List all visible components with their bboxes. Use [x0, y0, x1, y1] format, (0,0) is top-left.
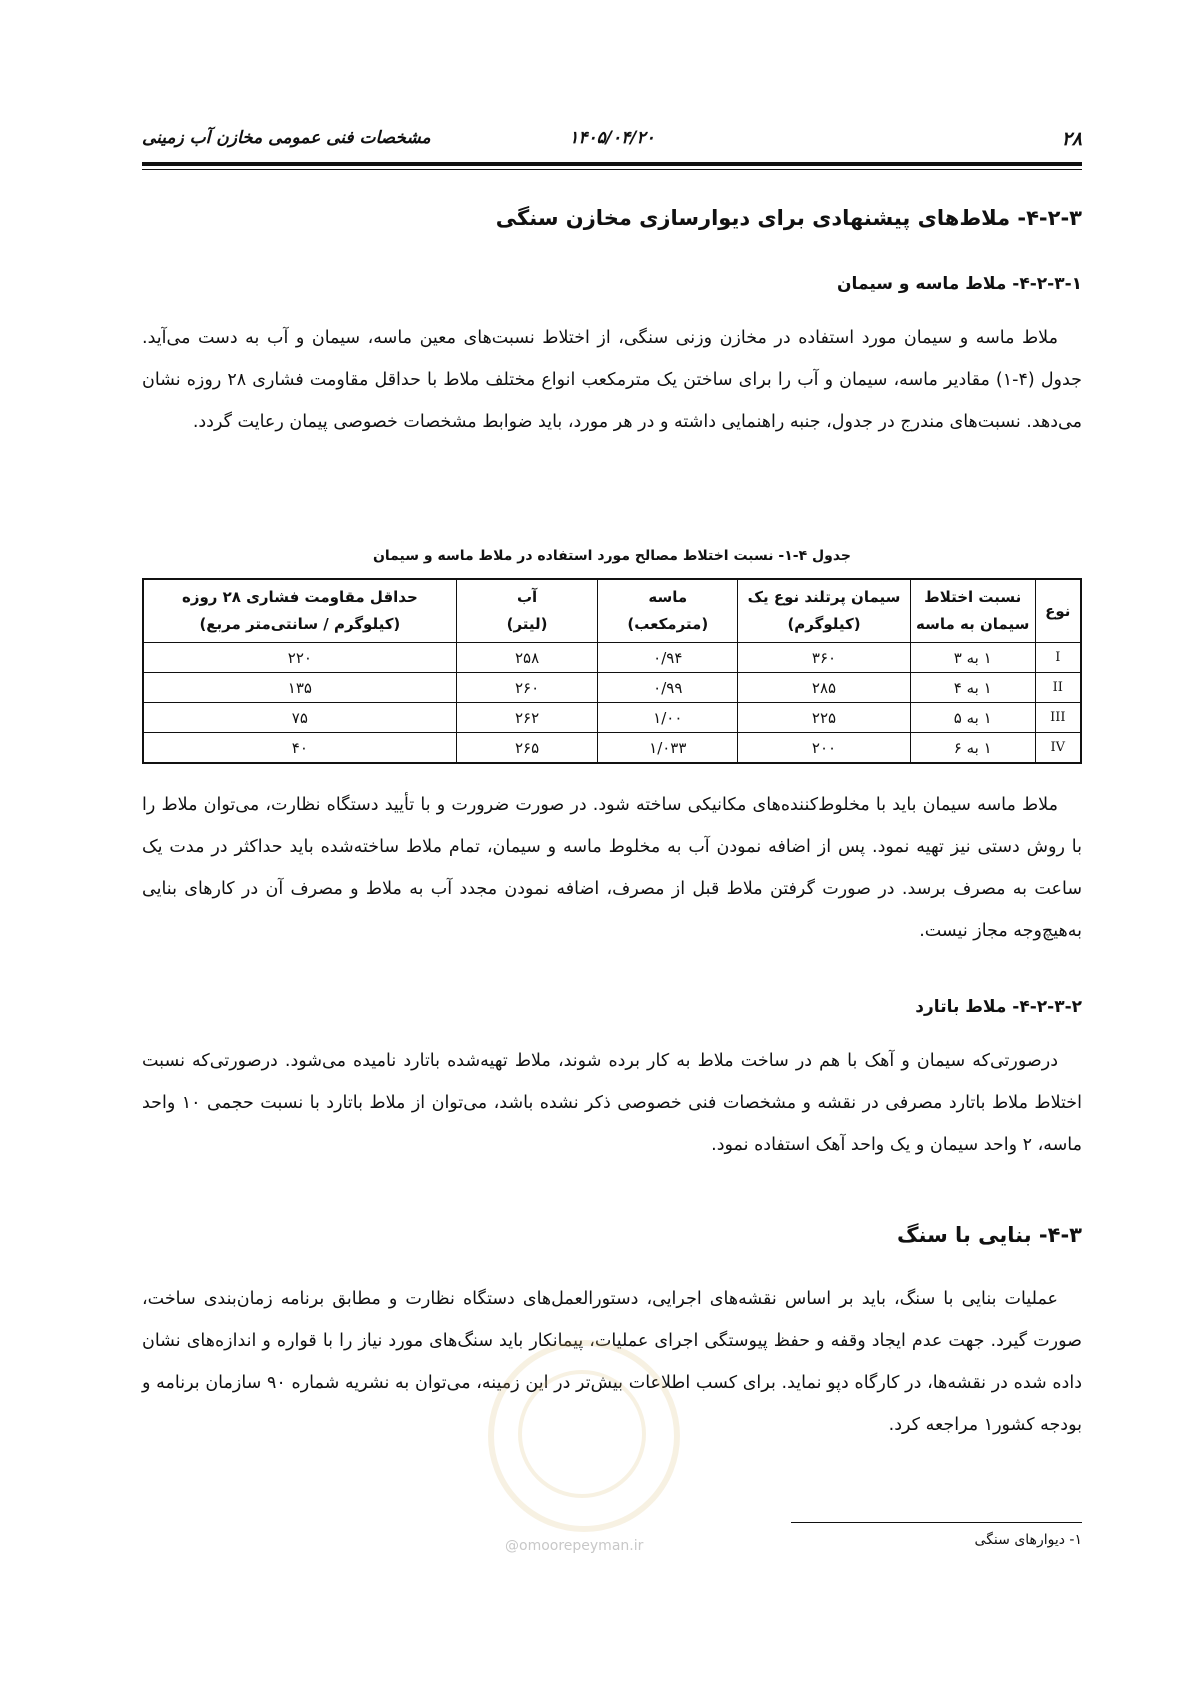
watermark-seal: [488, 1340, 680, 1532]
table-row: [143, 643, 1081, 673]
cell-ratio: ۱ به ۵: [910, 703, 1035, 733]
cell-type: IV: [1035, 733, 1081, 764]
header-ratio: نسبت اختلاط سیمان به ماسه: [910, 579, 1035, 643]
header-cement: سیمان پرتلند نوع یک (کیلوگرم): [738, 579, 911, 643]
section-heading: ۴-۳- بنایی با سنگ: [897, 1223, 1082, 1247]
cell-ratio: ۱ به ۳: [910, 643, 1035, 673]
header-strength: حداقل مقاومت فشاری ۲۸ روزه (کیلوگرم / سانتی‌متر مربع): [143, 579, 456, 643]
section-heading: ۴-۲-۳- ملاط‌های پیشنهادی برای دیوارسازی مخازن سنگی: [495, 206, 1082, 230]
cell-water: ۲۵۸: [456, 643, 598, 673]
cell-cement: ۲۲۵: [738, 703, 911, 733]
table-row: [143, 673, 1081, 703]
paragraph: ملاط ماسه و سیمان مورد استفاده در مخازن وزنی سنگی، از اختلاط نسبت‌های معین ماسه، سیمان و آب به دست می‌آید. جدول (۴-۱) مقادیر ماسه، سیمان و آب را برای ساختن یک مترمکعب انواع مختلف ملاط با حداقل مقاومت فشاری ۲۸ روزه نشان می‌دهد. نسبت‌های مندرج در جدول، جنبه راهنمایی داشته و در هر مورد، باید ضوابط مشخصات خصوصی پیمان رعایت گردد.: [142, 328, 1082, 432]
footnote: ۱- دیوارهای سنگی: [974, 1532, 1082, 1548]
table-row: [143, 733, 1081, 764]
cell-sand: ۰/۹۴: [598, 643, 738, 673]
paragraph: عملیات بنایی با سنگ، باید بر اساس نقشه‌های اجرایی، دستورالعمل‌های دستگاه نظارت و مطابق برنامه زمان‌بندی ساخت، صورت گیرد. جهت عدم ایجاد وقفه و حفظ پیوستگی اجرای عملیات، پیمانکار باید سنگ‌های مورد نیاز را با قواره و اندازه‌های نشان داده شده در نقشه‌ها، در کارگاه دپو نماید. برای کسب اطلاعات بیش‌تر در این زمینه، می‌توان به نشریه شماره ۹۰ سازمان برنامه و بودجه کشور۱ مراجعه کرد.: [142, 1289, 1082, 1435]
cell-ratio: ۱ به ۴: [910, 673, 1035, 703]
cell-sand: ۰/۹۹: [598, 673, 738, 703]
cell-strength: ۲۲۰: [143, 643, 456, 673]
cell-sand: ۱/۰۳۳: [598, 733, 738, 764]
table-header-row: [143, 579, 1081, 643]
header-type: نوع: [1035, 579, 1081, 643]
header-water: آب (لیتر): [456, 579, 598, 643]
table-row: [143, 703, 1081, 733]
cell-strength: ۷۵: [143, 703, 456, 733]
cell-sand: ۱/۰۰: [598, 703, 738, 733]
header-rule-thin: [142, 169, 1082, 170]
cell-type: I: [1035, 643, 1081, 673]
page-number: ۲۸: [1061, 128, 1082, 150]
mix-ratio-table: [142, 578, 1082, 764]
cell-strength: ۴۰: [143, 733, 456, 764]
paragraph: ملاط ماسه سیمان باید با مخلوط‌کننده‌های مکانیکی ساخته شود. در صورت ضرورت و با تأیید دستگاه نظارت، می‌توان ملاط را با روش دستی نیز تهیه نمود. پس از اضافه نمودن آب به مخلوط ماسه و سیمان، تمام ملاط ساخته‌شده باید حداکثر در مدت یک ساعت به مصرف برسد. در صورت گرفتن ملاط قبل از مصرف، اضافه نمودن مجدد آب به ملاط و مصرف آن در کارهای بنایی به‌هیچ‌وجه مجاز نیست.: [142, 795, 1082, 941]
header-title: مشخصات فنی عمومی مخازن آب زمینی: [142, 128, 431, 148]
subsection-heading: ۴-۲-۳-۲- ملاط باتارد: [915, 997, 1082, 1017]
cell-type: II: [1035, 673, 1081, 703]
cell-water: ۲۶۰: [456, 673, 598, 703]
cell-cement: ۲۰۰: [738, 733, 911, 764]
cell-strength: ۱۳۵: [143, 673, 456, 703]
watermark-text: @omoorepeyman.ir: [505, 1538, 644, 1554]
subsection-heading: ۴-۲-۳-۱- ملاط ماسه و سیمان: [837, 274, 1082, 294]
cell-water: ۲۶۵: [456, 733, 598, 764]
cell-cement: ۳۶۰: [738, 643, 911, 673]
table-caption: جدول ۴-۱- نسبت اختلاط مصالح مورد استفاده در ملاط ماسه و سیمان: [372, 548, 852, 564]
page-header: [142, 128, 1082, 154]
cell-water: ۲۶۲: [456, 703, 598, 733]
cell-ratio: ۱ به ۶: [910, 733, 1035, 764]
paragraph: درصورتی‌که سیمان و آهک با هم در ساخت ملاط به کار برده شوند، ملاط تهیه‌شده باتارد نامیده می‌شود. درصورتی‌که نسبت اختلاط ملاط باتارد مصرفی در نقشه و مشخصات فنی خصوصی ذکر نشده باشد، می‌توان از ملاط باتارد با نسبت حجمی ۱۰ واحد ماسه، ۲ واحد سیمان و یک واحد آهک استفاده نمود.: [142, 1051, 1082, 1155]
header-sand: ماسه (مترمکعب): [598, 579, 738, 643]
footnote-rule: [791, 1522, 1082, 1523]
cell-type: III: [1035, 703, 1081, 733]
header-rule-thick: [142, 162, 1082, 166]
cell-cement: ۲۸۵: [738, 673, 911, 703]
header-date: ۱۴۰۵/۰۴/۲۰: [569, 128, 655, 148]
